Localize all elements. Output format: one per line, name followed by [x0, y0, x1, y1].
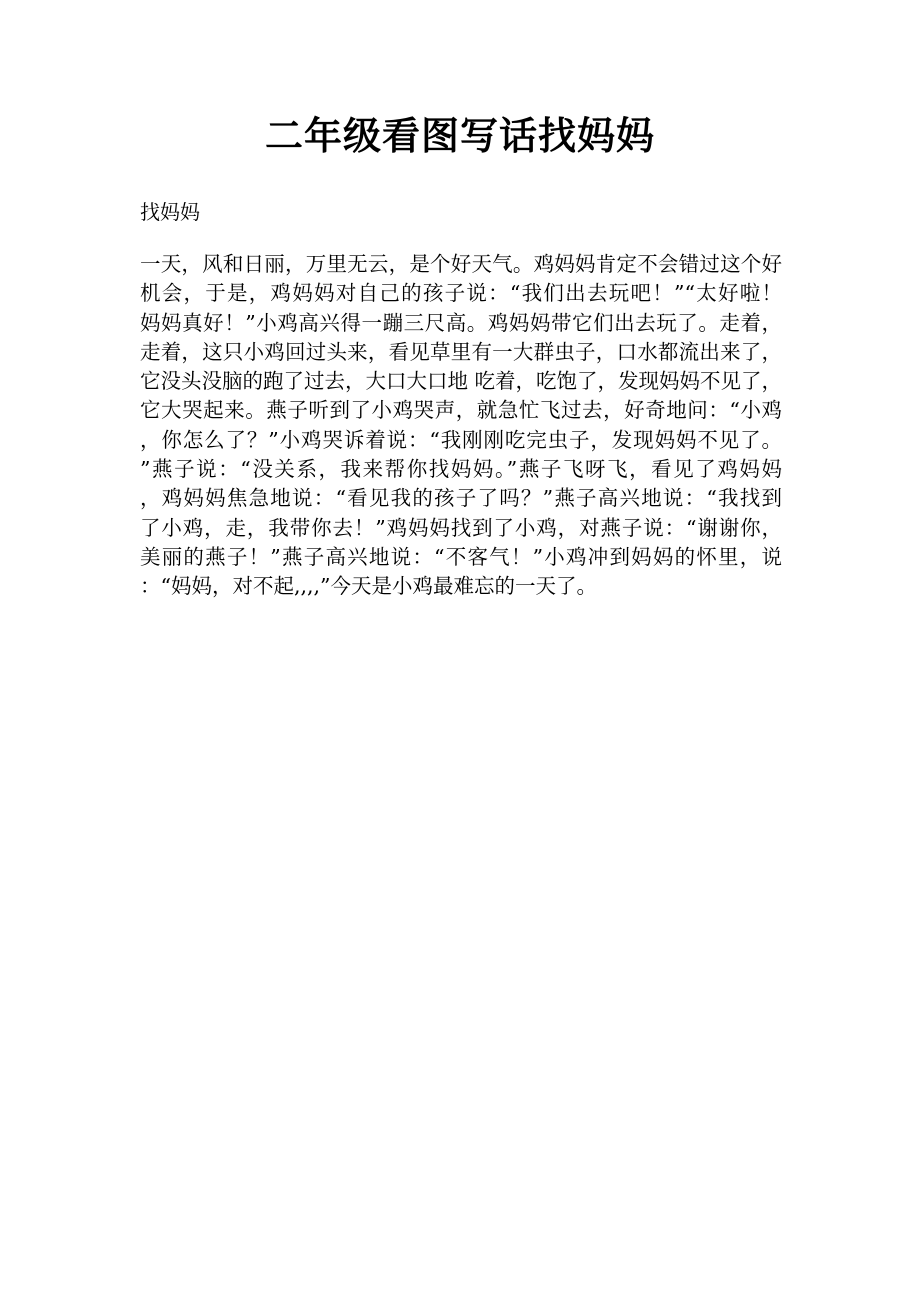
- story-line: ”燕子说：“没关系，我来帮你找妈妈。”燕子飞呀飞，看见了鸡妈妈: [140, 457, 782, 482]
- story-line: 它大哭起来。燕子听到了小鸡哭声，就急忙飞过去，好奇地问：“小鸡: [140, 398, 782, 423]
- story-line: ：“妈妈，对不起,,,,”今天是小鸡最难忘的一天了。: [140, 574, 598, 599]
- document-title: 二年级看图写话找妈妈: [264, 113, 655, 158]
- story-body: [140, 250, 782, 602]
- story-line: 妈妈真好！”小鸡高兴得一蹦三尺高。鸡妈妈带它们出去玩了。走着，: [140, 310, 782, 335]
- story-heading: 找妈妈: [140, 200, 200, 224]
- story-line: ，鸡妈妈焦急地说：“看见我的孩子了吗？”燕子高兴地说：“我找到: [140, 486, 782, 511]
- story-line: 了小鸡，走，我带你去！”鸡妈妈找到了小鸡，对燕子说：“谢谢你，: [140, 515, 782, 540]
- story-line: 走着，这只小鸡回过头来，看见草里有一大群虫子，口水都流出来了，: [140, 339, 782, 364]
- story-line: 一天，风和日丽，万里无云，是个好天气。鸡妈妈肯定不会错过这个好: [140, 252, 782, 276]
- story-line: 它没头没脑的跑了过去，大口大口地 吃着，吃饱了，发现妈妈不见了，: [140, 369, 783, 394]
- story-line: 机会，于是，鸡妈妈对自己的孩子说：“我们出去玩吧！”“太好啦！: [140, 281, 782, 306]
- story-line: ，你怎么了？”小鸡哭诉着说：“我刚刚吃完虫子，发现妈妈不见了。: [140, 427, 782, 452]
- story-line: 美丽的燕子！”燕子高兴地说：“不客气！”小鸡冲到妈妈的怀里，说: [140, 544, 782, 569]
